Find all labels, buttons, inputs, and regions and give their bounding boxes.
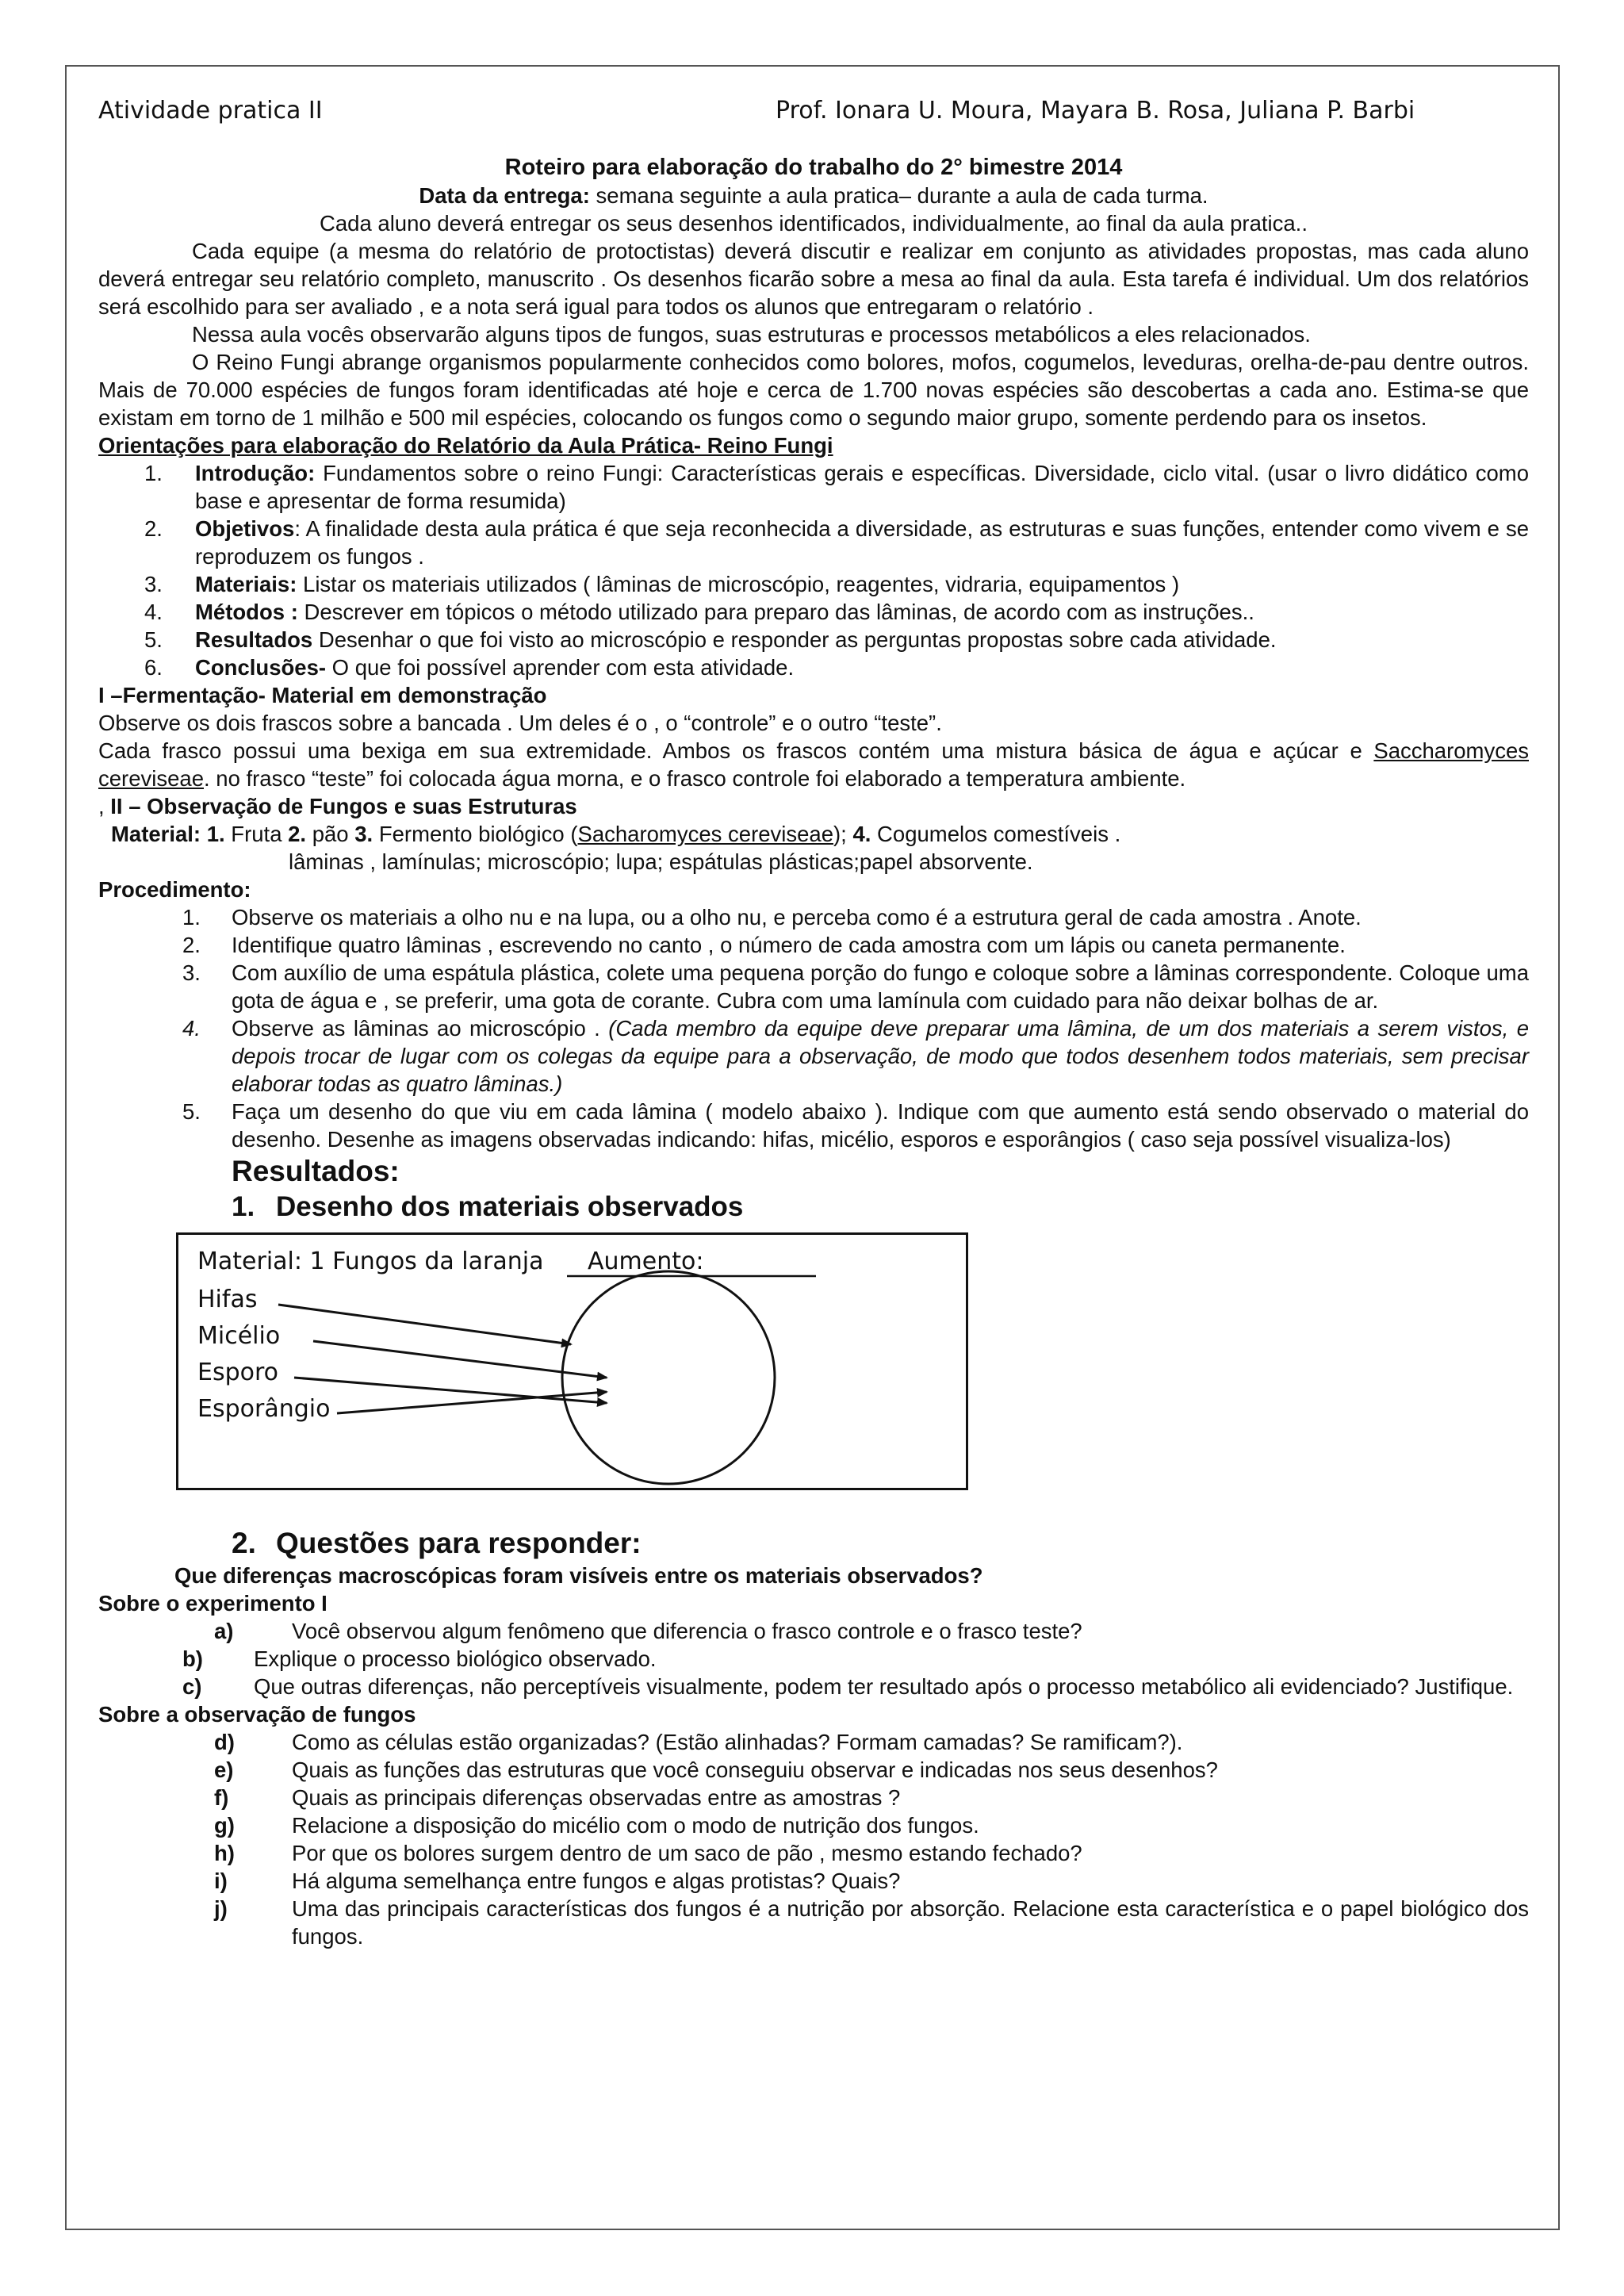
page-header xyxy=(98,95,1529,127)
step-number: 2. xyxy=(182,933,201,957)
document-title: Roteiro para elaboração do trabalho do 2° bimestre 2014 xyxy=(504,155,1123,180)
label-hifas: Hifas xyxy=(197,1286,258,1313)
list-item xyxy=(98,626,1529,654)
item-label: Objetivos xyxy=(195,516,295,541)
step-number: 3. xyxy=(182,960,201,985)
step-note: (Cada membro da equipe deve preparar uma lâmina, de um dos materiais a serem vistos, e depois trocar de lugar com os colegas da equipe para a observação, de modo que todos desenhem todos materiais, sem precisar elaborar todas as quatro lâminas.) xyxy=(232,1016,1529,1096)
question-item xyxy=(98,1673,1529,1700)
list-item xyxy=(98,959,1529,1014)
fermentation-text-b: . no frasco “teste” foi colocada água morna, e o frasco controle foi elaborado a temperatura ambiente. xyxy=(204,766,1186,791)
question-letter: g) xyxy=(214,1813,235,1838)
delivery-date xyxy=(98,182,1529,209)
fermentation-heading: I –Fermentação- Material em demonstração xyxy=(98,683,547,707)
results-title: Resultados: xyxy=(232,1155,400,1187)
question-letter: a) xyxy=(214,1619,234,1643)
item-number: 6. xyxy=(144,655,163,680)
question-item xyxy=(98,1784,1529,1811)
question-item xyxy=(98,1867,1529,1895)
question-letter: f) xyxy=(214,1785,229,1810)
experiment-heading: Sobre o experimento I xyxy=(98,1591,327,1616)
microscope-field-circle xyxy=(562,1271,775,1484)
material-num: 4. xyxy=(852,822,871,846)
material-text: Cogumelos comestíveis . xyxy=(871,822,1121,846)
fermentation-line1: Observe os dois frascos sobre a bancada . Um deles é o , o “controle” e o outro “teste”. xyxy=(98,711,942,735)
list-item xyxy=(98,570,1529,598)
procedure-list xyxy=(98,903,1529,1153)
question-text: Como as células estão organizadas? (Estão alinhadas? Formam camadas? Se ramificam?). xyxy=(292,1730,1183,1754)
document-page xyxy=(98,95,1529,1950)
list-item xyxy=(98,1014,1529,1098)
item-number: 3. xyxy=(144,572,163,596)
step-number: 5. xyxy=(182,1099,201,1124)
arrow-hifas xyxy=(278,1305,571,1344)
question-text: Quais as funções das estruturas que você conseguiu observar e indicadas nos seus desenhos? xyxy=(292,1757,1218,1782)
question-letter: j) xyxy=(214,1896,228,1921)
list-item xyxy=(98,1098,1529,1153)
questions-lead: Que diferenças macroscópicas foram visíveis entre os materiais observados? xyxy=(174,1563,983,1588)
drawing-material-label: Material: 1 Fungos da laranja xyxy=(197,1248,544,1275)
question-text: Quais as principais diferenças observadas entre as amostras ? xyxy=(292,1785,901,1810)
question-text: Há alguma semelhança entre fungos e algas protistas? Quais? xyxy=(292,1869,901,1893)
question-letter: i) xyxy=(214,1869,228,1893)
step-text: Identifique quatro lâminas , escrevendo no canto , o número de cada amostra com um lápis ou caneta permanente. xyxy=(232,933,1346,957)
subtitle-text: Desenho dos materiais observados xyxy=(276,1191,744,1222)
fungi-heading: Sobre a observação de fungos xyxy=(98,1702,416,1727)
questions-title-text: Questões para responder: xyxy=(276,1527,642,1559)
label-esporo: Esporo xyxy=(197,1359,279,1386)
drawing-magnification-label: Aumento: xyxy=(588,1248,704,1275)
results-subtitle xyxy=(232,1190,1529,1225)
paragraph-class: Nessa aula vocês observarão alguns tipos de fungos, suas estruturas e processos metabólicos a eles relacionados. xyxy=(192,322,1311,347)
drawing-template-box xyxy=(176,1232,968,1490)
material-text: Fermento biológico ( xyxy=(373,822,578,846)
header-activity: Atividade pratica II xyxy=(98,97,323,125)
question-item xyxy=(98,1645,1529,1673)
question-item xyxy=(98,1839,1529,1867)
material-num: 1. xyxy=(206,822,225,846)
step-text: Faça um desenho do que viu em cada lâmina ( modelo abaixo ). Indique com que aumento está sendo observado o material do desenho. Desenhe as imagens observadas indicando: hifas, micélio, esporos e esporângios ( caso seja possível visualiza-los) xyxy=(232,1099,1529,1152)
fermentation-line2 xyxy=(98,737,1529,792)
question-letter: h) xyxy=(214,1841,235,1865)
material-num: 2. xyxy=(288,822,307,846)
arrow-esporo xyxy=(294,1378,607,1403)
material-line2: lâminas , lamínulas; microscópio; lupa; espátulas plásticas;papel absorvente. xyxy=(289,849,1033,874)
orientations-list xyxy=(98,459,1529,681)
header-teachers: Prof. Ionara U. Moura, Mayara B. Rosa, Juliana P. Barbi xyxy=(776,97,1415,125)
question-letter: b) xyxy=(182,1646,203,1671)
subtitle-number: 1. xyxy=(232,1191,255,1222)
fermentation-text-a: Cada frasco possui uma bexiga em sua extremidade. Ambos os frascos contém uma mistura básica de água e açúcar e xyxy=(98,738,1374,763)
delivery-text: semana seguinte a aula pratica– durante a aula de cada turma. xyxy=(589,183,1208,208)
list-item xyxy=(98,598,1529,626)
step-number: 1. xyxy=(182,905,201,930)
heading-prefix: , xyxy=(98,794,111,818)
item-number: 5. xyxy=(144,627,163,652)
item-number: 2. xyxy=(144,516,163,541)
step-text: Com auxílio de uma espátula plástica, colete uma pequena porção do fungo e coloque sobre a lâminas correspondente. Coloque uma gota de água e , se preferir, uma gota de corante. Cubra com uma lamínula com cuidado para não deixar bolhas de ar. xyxy=(232,960,1529,1013)
item-label: Materiais: xyxy=(195,572,297,596)
item-text: Listar os materiais utilizados ( lâminas de microscópio, reagentes, vidraria, equipamentos ) xyxy=(297,572,1180,596)
item-number: 4. xyxy=(144,600,163,624)
question-item xyxy=(98,1756,1529,1784)
item-text: Descrever em tópicos o método utilizado para preparo das lâminas, de acordo com as instruções.. xyxy=(297,600,1254,624)
item-label: Resultados xyxy=(195,627,313,652)
step-number: 4. xyxy=(182,1016,201,1041)
question-letter: d) xyxy=(214,1730,235,1754)
list-item xyxy=(98,903,1529,931)
question-text: Você observou algum fenômeno que diferencia o frasco controle e o frasco teste? xyxy=(292,1619,1082,1643)
material-text: pão xyxy=(306,822,355,846)
item-text: : A finalidade desta aula prática é que seja reconhecida a diversidade, as estruturas e suas funções, entender como vivem e se reproduzem os fungos . xyxy=(195,516,1529,569)
question-letter: c) xyxy=(182,1674,202,1699)
material-text: Fruta xyxy=(224,822,289,846)
question-text: Explique o processo biológico observado. xyxy=(254,1646,657,1671)
material-text: ); xyxy=(833,822,853,846)
species-name: Sacharomyces cereviseae xyxy=(577,822,834,846)
paragraph-team: Cada equipe (a mesma do relatório de protoctistas) deverá discutir e realizar em conjunto as atividades propostas, mas cada aluno deverá entregar seu relatório completo, manuscrito . Os desenhos ficarão sobre a mesa ao final da aula. Esta tarefa é individual. Um dos relatórios será escolhido para ser avaliado , e a nota será igual para todos os alunos que entregaram o relatório . xyxy=(98,239,1529,319)
heading-text: II – Observação de Fungos e suas Estruturas xyxy=(110,794,577,818)
question-letter: e) xyxy=(214,1757,234,1782)
question-item xyxy=(98,1617,1529,1645)
orientations-heading: Orientações para elaboração do Relatório da Aula Prática- Reino Fungi xyxy=(98,433,833,458)
item-label: Introdução: xyxy=(195,461,316,485)
item-number: 1. xyxy=(144,461,163,485)
questions-number: 2. xyxy=(232,1527,256,1559)
fungi-questions xyxy=(98,1728,1529,1950)
step-text: Observe os materiais a olho nu e na lupa, ou a olho nu, e perceba como é a estrutura geral de cada amostra . Anote. xyxy=(232,905,1362,930)
step-text: Observe as lâminas ao microscópio . xyxy=(232,1016,609,1041)
list-item xyxy=(98,515,1529,570)
question-item xyxy=(98,1811,1529,1839)
paragraph-kingdom: O Reino Fungi abrange organismos popularmente conhecidos como bolores, mofos, cogumelos, leveduras, orelha-de-pau dentre outros. Mais de 70.000 espécies de fungos foram identificadas até hoje e cerca de 1.700 novas espécies são descobertas a cada ano. Estima-se que existam em torno de 1 milhão e 500 mil espécies, colocando os fungos como o segundo maior grupo, somente perdendo para os insetos. xyxy=(98,350,1529,430)
item-label: Métodos : xyxy=(195,600,298,624)
question-item xyxy=(98,1728,1529,1756)
material-num: 3. xyxy=(354,822,373,846)
question-text: Que outras diferenças, não perceptíveis visualmente, podem ter resultado após o processo metabólico ali evidenciado? Justifique. xyxy=(254,1674,1514,1699)
item-text: Fundamentos sobre o reino Fungi: Características gerais e específicas. Diversidade, ciclo vital. (usar o livro didático como base e apresentar de forma resumida) xyxy=(195,461,1529,513)
question-item xyxy=(98,1895,1529,1950)
item-text: Desenhar o que foi visto ao microscópio e responder as perguntas propostas sobre cada atividade. xyxy=(312,627,1277,652)
question-text: Uma das principais características dos fungos é a nutrição por absorção. Relacione esta característica e o papel biológico dos fungos. xyxy=(292,1896,1529,1949)
delivery-label: Data da entrega: xyxy=(419,183,590,208)
item-text: O que foi possível aprender com esta atividade. xyxy=(326,655,795,680)
species-name: Saccharomyces cereviseae xyxy=(98,738,1529,791)
intro-line: Cada aluno deverá entregar os seus desenhos identificados, individualmente, ao final da aula pratica.. xyxy=(320,211,1308,236)
label-micelio: Micélio xyxy=(197,1322,281,1350)
observation-heading xyxy=(98,792,1529,820)
material-label: Material: xyxy=(111,822,201,846)
experiment-questions xyxy=(98,1617,1529,1700)
list-item xyxy=(98,459,1529,515)
list-item xyxy=(98,931,1529,959)
question-text: Por que os bolores surgem dentro de um saco de pão , mesmo estando fechado? xyxy=(292,1841,1082,1865)
question-text: Relacione a disposição do micélio com o modo de nutrição dos fungos. xyxy=(292,1813,979,1838)
questions-title xyxy=(232,1525,1529,1562)
item-label: Conclusões- xyxy=(195,655,327,680)
material-line xyxy=(98,820,1529,848)
procedure-heading: Procedimento: xyxy=(98,877,251,902)
label-esporangio: Esporângio xyxy=(197,1395,331,1423)
list-item xyxy=(98,654,1529,681)
